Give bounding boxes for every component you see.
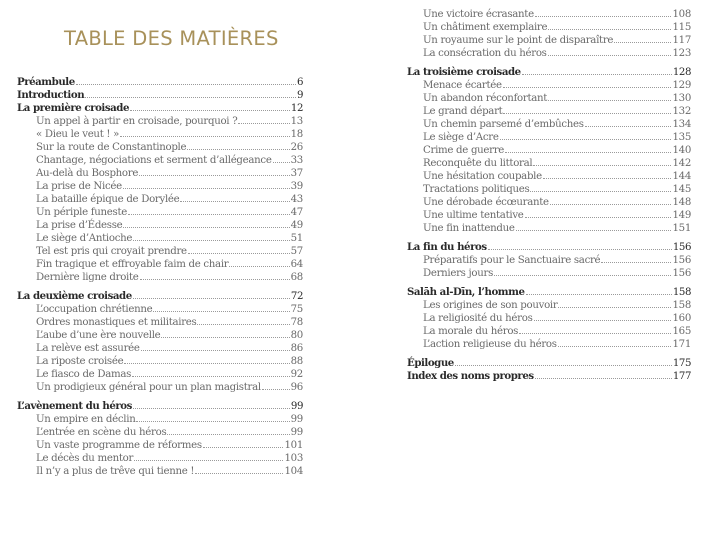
toc-entry-page-number: 72	[290, 291, 303, 302]
dot-leader	[585, 117, 672, 127]
toc-entry-label: Une fin inattendue	[423, 223, 515, 234]
toc-entry-label: La relève est assurée	[36, 343, 140, 354]
toc-section-entry	[407, 266, 691, 279]
toc-entry-page-number: 151	[672, 223, 691, 234]
dot-leader	[550, 195, 672, 205]
toc-entry-label: Un prodigieux général pour un plan magistral	[36, 382, 261, 393]
toc-entry-page-number: 140	[672, 145, 691, 156]
toc-entry-page-number: 39	[290, 181, 303, 192]
toc-entry-page-number: 108	[672, 9, 691, 20]
toc-entry-label: La prise d’Édesse	[36, 220, 123, 231]
toc-section-entry	[17, 438, 303, 451]
toc-entry-label: La morale du héros	[423, 326, 519, 337]
dot-leader	[530, 182, 671, 192]
toc-entry-page-number: 145	[672, 184, 691, 195]
toc-chapter-entry	[17, 289, 303, 302]
toc-entry-label: Une dérobade écœurante	[423, 197, 549, 208]
toc-entry-label: La fin du héros	[407, 241, 487, 253]
toc-entry-label: La riposte croisée	[36, 356, 124, 367]
toc-section-entry	[17, 315, 303, 328]
toc-entry-page-number: 99	[290, 414, 303, 425]
toc-section-entry	[17, 114, 303, 127]
toc-entry-page-number: 96	[290, 382, 303, 393]
toc-entry-page-number: 149	[672, 210, 691, 221]
dot-leader	[273, 153, 290, 163]
toc-entry-page-number: 43	[290, 194, 303, 205]
dot-leader	[120, 127, 290, 137]
toc-entry-page-number: 80	[290, 330, 303, 341]
toc-section-entry	[407, 208, 691, 221]
toc-right-column	[407, 7, 691, 382]
toc-chapter-entry	[17, 75, 303, 88]
toc-section-entry	[407, 298, 691, 311]
toc-entry-page-number: 165	[672, 326, 691, 337]
dot-leader	[167, 425, 289, 435]
toc-section-entry	[17, 341, 303, 354]
toc-entry-label: Introduction	[17, 89, 85, 101]
toc-chapter-entry	[407, 369, 691, 382]
toc-entry-label: Un abandon réconfortant	[423, 93, 548, 104]
toc-entry-page-number: 33	[290, 155, 303, 166]
toc-section-entry	[17, 464, 303, 477]
dot-leader	[161, 328, 289, 338]
toc-entry-label: Préparatifs pour le Sanctuaire sacré	[423, 255, 601, 266]
dot-leader	[139, 166, 290, 176]
toc-entry-label: Ordres monastiques et militaires	[36, 317, 197, 328]
toc-entry-label: La consécration du héros	[423, 48, 547, 59]
dot-leader	[455, 356, 672, 366]
toc-section-entry	[407, 130, 691, 143]
dot-leader	[548, 46, 672, 56]
dot-leader	[203, 438, 284, 448]
dot-leader	[533, 156, 671, 166]
dot-leader	[123, 218, 289, 228]
toc-section-entry	[17, 425, 303, 438]
dot-leader	[128, 205, 290, 215]
dot-leader	[132, 367, 290, 377]
toc-entry-page-number: 148	[672, 197, 691, 208]
dot-leader	[488, 240, 672, 250]
toc-section-entry	[407, 253, 691, 266]
toc-entry-page-number: 156	[672, 268, 691, 279]
toc-entry-label: L’avènement du héros	[17, 400, 132, 412]
toc-entry-label: Tel est pris qui croyait prendre	[36, 246, 187, 257]
toc-section-entry	[407, 156, 691, 169]
toc-entry-page-number: 132	[672, 106, 691, 117]
toc-entry-page-number: 158	[672, 287, 691, 298]
dot-leader	[238, 114, 289, 124]
toc-entry-label: L’entrée en scène du héros	[36, 427, 167, 438]
toc-entry-label: Au-delà du Bosphore	[36, 168, 139, 179]
dot-leader	[133, 231, 290, 241]
toc-section-entry	[407, 195, 691, 208]
toc-section-entry	[17, 412, 303, 425]
toc-chapter-entry	[407, 356, 691, 369]
toc-section-entry	[17, 257, 303, 270]
toc-entry-label: La deuxième croisade	[17, 290, 132, 302]
toc-entry-page-number: 99	[290, 427, 303, 438]
toc-section-entry	[17, 270, 303, 283]
dot-leader	[519, 324, 671, 334]
toc-entry-page-number: 144	[672, 171, 691, 182]
toc-entry-page-number: 128	[672, 67, 691, 78]
toc-section-entry	[17, 218, 303, 231]
toc-entry-page-number: 75	[290, 304, 303, 315]
toc-entry-page-number: 12	[290, 103, 303, 114]
toc-entry-label: Un vaste programme de réformes	[36, 440, 202, 451]
dot-leader	[548, 20, 671, 30]
toc-section-entry	[17, 231, 303, 244]
toc-chapter-entry	[407, 65, 691, 78]
toc-entry-page-number: 9	[296, 90, 303, 101]
dot-leader	[535, 7, 672, 17]
toc-section-entry	[407, 221, 691, 234]
toc-chapter-entry	[17, 399, 303, 412]
toc-entry-page-number: 18	[290, 129, 303, 140]
dot-leader	[525, 208, 672, 218]
toc-entry-page-number: 171	[672, 339, 691, 350]
toc-entry-label: Une victoire écrasante	[423, 9, 534, 20]
toc-entry-page-number: 49	[290, 220, 303, 231]
dot-leader	[516, 221, 672, 231]
toc-entry-page-number: 78	[290, 317, 303, 328]
toc-entry-label: Les origines de son pouvoir	[423, 300, 558, 311]
toc-entry-label: Reconquête du littoral	[423, 158, 533, 169]
toc-entry-label: Un appel à partir en croisade, pourquoi ?	[36, 116, 238, 127]
toc-entry-page-number: 135	[672, 132, 691, 143]
toc-section-entry	[407, 182, 691, 195]
dot-leader	[123, 179, 290, 189]
dot-leader	[140, 270, 290, 280]
toc-entry-label: Un royaume sur le point de disparaître	[423, 35, 614, 46]
toc-section-entry	[17, 328, 303, 341]
dot-leader	[229, 257, 289, 267]
toc-entry-page-number: 92	[290, 369, 303, 380]
toc-entry-label: L’action religieuse du héros	[423, 339, 557, 350]
toc-entry-label: L’aube d’une ère nouvelle	[36, 330, 161, 341]
toc-entry-page-number: 37	[290, 168, 303, 179]
dot-leader	[136, 412, 289, 422]
toc-section-entry	[407, 311, 691, 324]
toc-entry-label: Un périple funeste	[36, 207, 127, 218]
toc-entry-label: La prise de Nicée	[36, 181, 122, 192]
page-title: TABLE DES MATIÈRES	[64, 27, 279, 50]
dot-leader	[522, 65, 672, 75]
toc-left-column	[17, 75, 303, 477]
toc-entry-label: La première croisade	[17, 102, 129, 114]
toc-section-entry	[17, 451, 303, 464]
toc-entry-page-number: 130	[672, 93, 691, 104]
toc-entry-page-number: 160	[672, 313, 691, 324]
dot-leader	[558, 337, 672, 347]
toc-section-entry	[407, 104, 691, 117]
toc-chapter-entry	[407, 285, 691, 298]
toc-entry-label: Préambule	[17, 76, 75, 88]
toc-entry-page-number: 142	[672, 158, 691, 169]
toc-entry-label: Le fiasco de Damas	[36, 369, 132, 380]
toc-entry-page-number: 104	[284, 466, 303, 477]
toc-entry-label: Chantage, négociations et serment d’allégeance	[36, 155, 272, 166]
toc-entry-page-number: 64	[290, 259, 303, 270]
toc-section-entry	[407, 169, 691, 182]
dot-leader	[535, 369, 672, 379]
toc-section-entry	[17, 244, 303, 257]
toc-section-entry	[407, 91, 691, 104]
toc-entry-page-number: 6	[296, 77, 303, 88]
toc-section-entry	[17, 166, 303, 179]
toc-entry-label: Fin tragique et effroyable faim de chair	[36, 259, 229, 270]
toc-entry-page-number: 101	[284, 440, 303, 451]
toc-entry-page-number: 123	[672, 48, 691, 59]
toc-section-entry	[407, 33, 691, 46]
toc-entry-page-number: 156	[672, 242, 691, 253]
toc-section-entry	[407, 337, 691, 350]
toc-entry-page-number: 129	[672, 80, 691, 91]
dot-leader	[124, 354, 289, 364]
toc-section-entry	[17, 380, 303, 393]
toc-entry-page-number: 134	[672, 119, 691, 130]
toc-entry-label: Sur la route de Constantinople	[36, 142, 187, 153]
toc-entry-page-number: 177	[672, 371, 691, 382]
toc-section-entry	[17, 205, 303, 218]
dot-leader	[188, 244, 290, 254]
dot-leader	[534, 311, 672, 321]
toc-section-entry	[407, 46, 691, 59]
toc-section-entry	[17, 302, 303, 315]
toc-entry-page-number: 158	[672, 300, 691, 311]
toc-entry-label: La troisième croisade	[407, 66, 521, 78]
toc-section-entry	[407, 324, 691, 337]
toc-entry-label: Il n’y a plus de trêve qui tienne !	[36, 466, 195, 477]
toc-entry-label: Derniers jours	[423, 268, 494, 279]
toc-section-entry	[17, 127, 303, 140]
toc-entry-page-number: 99	[290, 401, 303, 412]
toc-entry-label: Index des noms propres	[407, 370, 534, 382]
dot-leader	[500, 130, 672, 140]
toc-entry-page-number: 68	[290, 272, 303, 283]
toc-entry-page-number: 88	[290, 356, 303, 367]
toc-entry-label: L’occupation chrétienne	[36, 304, 153, 315]
toc-chapter-entry	[17, 88, 303, 101]
toc-section-entry	[17, 354, 303, 367]
toc-entry-label: Un empire en déclin	[36, 414, 136, 425]
dot-leader	[505, 143, 671, 153]
toc-entry-page-number: 26	[290, 142, 303, 153]
toc-entry-page-number: 51	[290, 233, 303, 244]
toc-entry-label: Épilogue	[407, 357, 454, 369]
dot-leader	[130, 101, 290, 111]
dot-leader	[558, 298, 671, 308]
toc-chapter-entry	[407, 240, 691, 253]
toc-entry-label: Un châtiment exemplaire	[423, 22, 548, 33]
toc-entry-page-number: 175	[672, 358, 691, 369]
toc-section-entry	[407, 78, 691, 91]
dot-leader	[503, 78, 672, 88]
toc-section-entry	[407, 7, 691, 20]
toc-entry-label: Menace écartée	[423, 80, 502, 91]
dot-leader	[197, 315, 289, 325]
dot-leader	[133, 289, 290, 299]
toc-entry-label: Une hésitation coupable	[423, 171, 542, 182]
toc-entry-page-number: 156	[672, 255, 691, 266]
toc-section-entry	[17, 179, 303, 192]
toc-entry-label: Dernière ligne droite	[36, 272, 139, 283]
dot-leader	[526, 285, 672, 295]
toc-section-entry	[17, 153, 303, 166]
toc-entry-label: Le siège d’Acre	[423, 132, 499, 143]
toc-section-entry	[17, 140, 303, 153]
dot-leader	[180, 192, 289, 202]
dot-leader	[262, 380, 290, 390]
dot-leader	[494, 266, 671, 276]
toc-entry-page-number: 86	[290, 343, 303, 354]
toc-entry-label: Une ultime tentative	[423, 210, 524, 221]
toc-entry-page-number: 115	[672, 22, 691, 33]
dot-leader	[85, 88, 296, 98]
toc-entry-page-number: 57	[290, 246, 303, 257]
toc-section-entry	[407, 143, 691, 156]
dot-leader	[195, 464, 283, 474]
dot-leader	[503, 104, 671, 114]
toc-entry-label: La bataille épique de Dorylée	[36, 194, 180, 205]
toc-chapter-entry	[17, 101, 303, 114]
dot-leader	[153, 302, 289, 312]
dot-leader	[601, 253, 671, 263]
toc-entry-label: Le grand départ	[423, 106, 503, 117]
toc-section-entry	[407, 117, 691, 130]
dot-leader	[614, 33, 671, 43]
dot-leader	[76, 75, 296, 85]
toc-entry-label: La religiosité du héros	[423, 313, 533, 324]
dot-leader	[543, 169, 672, 179]
dot-leader	[134, 451, 283, 461]
toc-entry-label: « Dieu le veut ! »	[36, 129, 120, 140]
toc-section-entry	[17, 367, 303, 380]
toc-entry-page-number: 47	[290, 207, 303, 218]
toc-section-entry	[17, 192, 303, 205]
dot-leader	[548, 91, 671, 101]
toc-entry-page-number: 13	[290, 116, 303, 127]
toc-entry-label: Salāh al-Dīn, l’homme	[407, 286, 525, 298]
dot-leader	[133, 399, 290, 409]
toc-entry-label: Tractations politiques	[423, 184, 530, 195]
dot-leader	[141, 341, 290, 351]
toc-entry-label: Le siège d’Antioche	[36, 233, 133, 244]
toc-entry-label: Un chemin parsemé d’embûches	[423, 119, 584, 130]
dot-leader	[187, 140, 289, 150]
toc-entry-label: Le décès du mentor	[36, 453, 134, 464]
toc-entry-label: Crime de guerre	[423, 145, 505, 156]
toc-section-entry	[407, 20, 691, 33]
toc-entry-page-number: 117	[672, 35, 691, 46]
toc-entry-page-number: 103	[284, 453, 303, 464]
